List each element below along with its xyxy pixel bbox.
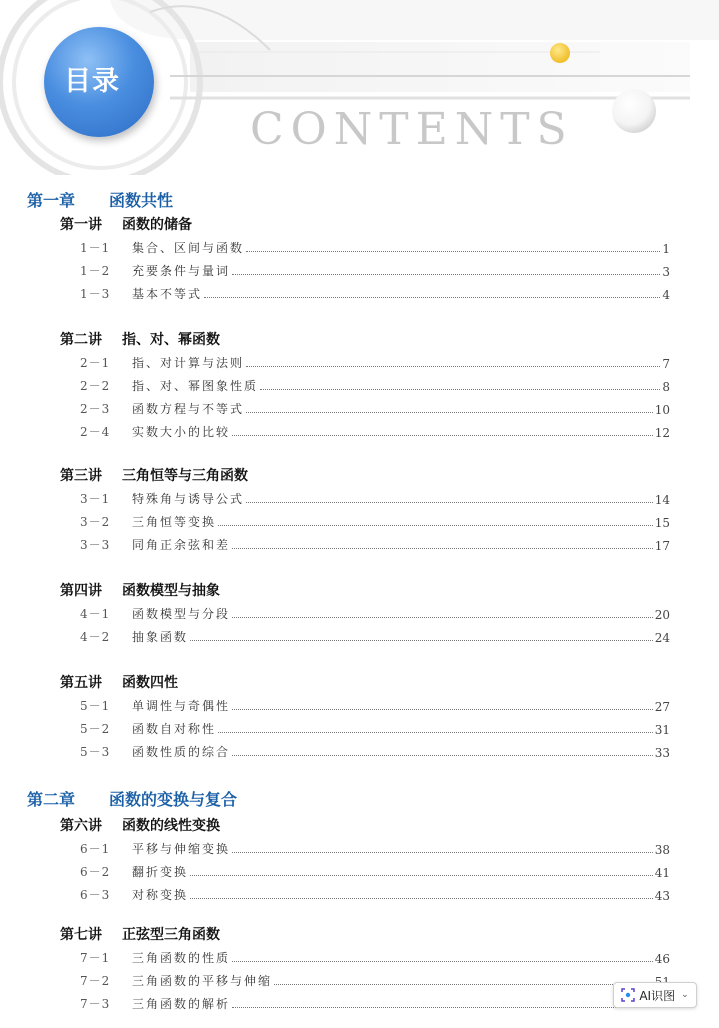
section-number: 5－3 bbox=[80, 745, 111, 759]
lecture-heading bbox=[60, 214, 192, 234]
page-number: 24 bbox=[654, 631, 670, 645]
page-number: 1 bbox=[662, 242, 670, 256]
section-number: 2－2 bbox=[80, 379, 111, 393]
page-number: 4 bbox=[662, 288, 670, 302]
lecture-title: 函数四性 bbox=[122, 675, 178, 691]
lecture-title: 三角恒等与三角函数 bbox=[122, 468, 248, 484]
dot-leader bbox=[246, 412, 653, 413]
dot-leader bbox=[204, 297, 660, 298]
lecture-title: 正弦型三角函数 bbox=[122, 927, 220, 943]
dot-leader bbox=[218, 525, 653, 526]
page-number: 14 bbox=[654, 493, 670, 507]
section-title: 函数性质的综合 bbox=[132, 745, 231, 759]
section-number: 2－3 bbox=[80, 402, 111, 416]
lecture-number: 第七讲 bbox=[60, 927, 102, 943]
section-number: 5－1 bbox=[80, 699, 111, 713]
lecture-number: 第四讲 bbox=[60, 583, 102, 599]
section-title: 充要条件与量词 bbox=[132, 264, 231, 278]
toc-entry[interactable] bbox=[80, 948, 670, 966]
section-number: 7－3 bbox=[80, 997, 111, 1011]
section-title: 实数大小的比较 bbox=[132, 425, 231, 439]
section-title: 三角恒等变换 bbox=[132, 515, 217, 529]
lecture-number: 第六讲 bbox=[60, 818, 102, 834]
toc-entry[interactable] bbox=[80, 862, 670, 880]
toc-entry[interactable] bbox=[80, 719, 670, 737]
toc-entry[interactable] bbox=[80, 839, 670, 857]
section-title: 基本不等式 bbox=[132, 287, 203, 301]
lecture-heading bbox=[60, 924, 220, 944]
section-title: 集合、区间与函数 bbox=[132, 241, 245, 255]
lecture-number: 第一讲 bbox=[60, 217, 102, 233]
section-number: 6－1 bbox=[80, 842, 111, 856]
section-title: 对称变换 bbox=[132, 888, 189, 902]
toc-entry[interactable] bbox=[80, 885, 670, 903]
toc-entry[interactable] bbox=[80, 627, 670, 645]
toc-entry[interactable] bbox=[80, 535, 670, 553]
page-number: 31 bbox=[654, 723, 670, 737]
toc-badge bbox=[44, 27, 154, 137]
section-number: 7－2 bbox=[80, 974, 111, 988]
lecture-number: 第三讲 bbox=[60, 468, 102, 484]
section-number: 3－3 bbox=[80, 538, 111, 552]
page-number: 43 bbox=[654, 889, 670, 903]
section-number: 4－2 bbox=[80, 630, 111, 644]
section-number: 5－2 bbox=[80, 722, 111, 736]
page-number: 46 bbox=[654, 952, 670, 966]
chapter-number: 第二章 bbox=[27, 790, 76, 809]
section-title: 同角正余弦和差 bbox=[132, 538, 231, 552]
page-number: 41 bbox=[654, 866, 670, 880]
section-number: 1－3 bbox=[80, 287, 111, 301]
section-title: 特殊角与诱导公式 bbox=[132, 492, 245, 506]
section-number: 1－1 bbox=[80, 241, 111, 255]
lecture-heading bbox=[60, 815, 220, 835]
page-number: 3 bbox=[662, 265, 670, 279]
section-title: 三角函数的解析 bbox=[132, 997, 231, 1011]
section-number: 6－2 bbox=[80, 865, 111, 879]
toc-entry[interactable] bbox=[80, 422, 670, 440]
dot-leader bbox=[232, 435, 653, 436]
page-number: 33 bbox=[654, 746, 670, 760]
toc-entry[interactable] bbox=[80, 971, 670, 989]
dot-leader bbox=[232, 709, 653, 710]
toc-entry[interactable] bbox=[80, 994, 670, 1012]
dot-leader bbox=[260, 389, 660, 390]
section-number: 1－2 bbox=[80, 264, 111, 278]
section-title: 抽象函数 bbox=[132, 630, 189, 644]
dot-leader bbox=[190, 898, 653, 899]
lecture-number: 第二讲 bbox=[60, 332, 102, 348]
ai-recognize-button[interactable] bbox=[613, 982, 697, 1008]
section-number: 3－1 bbox=[80, 492, 111, 506]
lecture-heading bbox=[60, 329, 220, 349]
dot-leader bbox=[190, 875, 653, 876]
toc-entry[interactable] bbox=[80, 489, 670, 507]
dot-leader bbox=[246, 502, 653, 503]
page-number: 27 bbox=[654, 700, 670, 714]
section-title: 平移与伸缩变换 bbox=[132, 842, 231, 856]
dot-leader bbox=[274, 984, 653, 985]
dot-leader bbox=[232, 1007, 668, 1008]
dot-leader bbox=[190, 640, 653, 641]
page-number: 20 bbox=[654, 608, 670, 622]
dot-leader bbox=[218, 732, 653, 733]
lecture-title: 函数的储备 bbox=[122, 217, 192, 233]
lecture-title: 函数的线性变换 bbox=[122, 818, 220, 834]
chapter-number: 第一章 bbox=[27, 191, 76, 210]
section-title: 函数模型与分段 bbox=[132, 607, 231, 621]
dot-leader bbox=[232, 961, 653, 962]
dot-leader bbox=[232, 852, 653, 853]
dot-leader bbox=[232, 274, 660, 275]
page-number: 10 bbox=[654, 403, 670, 417]
section-title: 翻折变换 bbox=[132, 865, 189, 879]
chapter-title: 函数的变换与复合 bbox=[109, 790, 238, 809]
dot-leader bbox=[232, 548, 653, 549]
section-title: 指、对、幂图象性质 bbox=[132, 379, 259, 393]
section-number: 7－1 bbox=[80, 951, 111, 965]
page-number: 15 bbox=[654, 516, 670, 530]
section-number: 4－1 bbox=[80, 607, 111, 621]
lecture-title: 指、对、幂函数 bbox=[122, 332, 220, 348]
lecture-heading bbox=[60, 580, 220, 600]
toc-badge-label: 目录 bbox=[64, 65, 120, 97]
header-decoration bbox=[0, 0, 719, 175]
page-number: 38 bbox=[654, 843, 670, 857]
section-number: 2－4 bbox=[80, 425, 111, 439]
ai-badge-label: AI识图 bbox=[639, 988, 676, 1003]
section-number: 6－3 bbox=[80, 888, 111, 902]
dot-leader bbox=[232, 755, 653, 756]
section-title: 单调性与奇偶性 bbox=[132, 699, 231, 713]
section-title: 函数方程与不等式 bbox=[132, 402, 245, 416]
lecture-number: 第五讲 bbox=[60, 675, 102, 691]
lecture-heading bbox=[60, 672, 178, 692]
page-number: 8 bbox=[662, 380, 670, 394]
toc-entry[interactable] bbox=[80, 512, 670, 530]
chapter-heading bbox=[27, 787, 237, 810]
toc-entry[interactable] bbox=[80, 604, 670, 622]
toc-entry[interactable] bbox=[80, 376, 670, 394]
section-title: 三角函数的性质 bbox=[132, 951, 231, 965]
toc-entry[interactable] bbox=[80, 284, 670, 302]
chapter-heading bbox=[27, 188, 173, 211]
section-number: 3－2 bbox=[80, 515, 111, 529]
lecture-heading bbox=[60, 465, 248, 485]
toc-entry[interactable] bbox=[80, 399, 670, 417]
ai-scan-icon bbox=[621, 988, 635, 1002]
toc-entry[interactable] bbox=[80, 696, 670, 714]
page-title: CONTENTS bbox=[250, 104, 574, 155]
toc-entry[interactable] bbox=[80, 353, 670, 371]
section-number: 2－1 bbox=[80, 356, 111, 370]
toc-entry[interactable] bbox=[80, 742, 670, 760]
section-title: 三角函数的平移与伸缩 bbox=[132, 974, 273, 988]
page-number: 12 bbox=[654, 426, 670, 440]
dot-leader bbox=[232, 617, 653, 618]
dot-leader bbox=[246, 251, 660, 252]
section-title: 函数自对称性 bbox=[132, 722, 217, 736]
page-number: 7 bbox=[662, 357, 670, 371]
dot-leader bbox=[246, 366, 660, 367]
lecture-title: 函数模型与抽象 bbox=[122, 583, 220, 599]
toc-entry[interactable] bbox=[80, 261, 670, 279]
chapter-title: 函数共性 bbox=[109, 191, 174, 210]
page-number: 17 bbox=[654, 539, 670, 553]
section-title: 指、对计算与法则 bbox=[132, 356, 245, 370]
chevron-down-icon: ⌄ bbox=[681, 990, 689, 1000]
toc-entry[interactable] bbox=[80, 238, 670, 256]
